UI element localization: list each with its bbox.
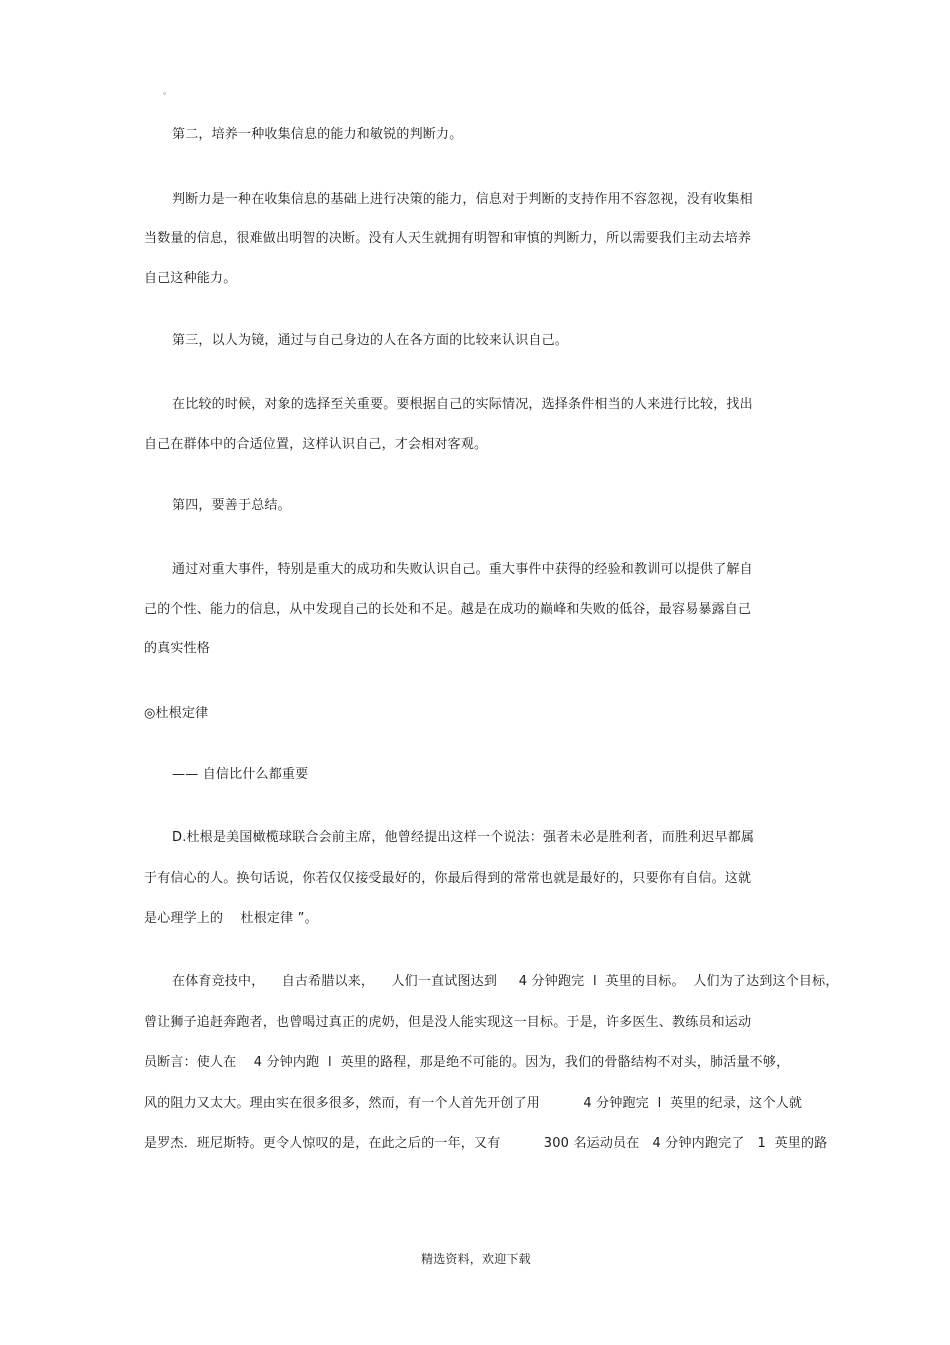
- section-subtitle: —— 自信比什么都重要: [172, 767, 309, 782]
- paragraph-line: 的真实性格: [144, 641, 211, 656]
- paragraph-line: 是心理学上的 杜根定律 ”。: [144, 911, 318, 926]
- section-title: ◎杜根定律: [144, 706, 209, 721]
- paragraph-line: 员断言：使人在 4 分钟内跑 l 英里的路程，那是绝不可能的。因为，我们的骨骼结构不对头，肺活量不够，: [144, 1055, 790, 1070]
- paragraph-line: 当数量的信息，很难做出明智的决断。没有人天生就拥有明智和审慎的判断力，所以需要我们主动去培养: [144, 231, 752, 246]
- top-mark: 。: [163, 87, 173, 97]
- paragraph-line: 曾让狮子追赶奔跑者，也曾喝过真正的虎奶，但是没人能实现这一目标。于是，许多医生、教练员和运动: [144, 1015, 752, 1030]
- paragraph-line: 于有信心的人。换句话说，你若仅仅接受最好的，你最后得到的常常也就是最好的，只要你有自信。这就: [144, 871, 752, 886]
- paragraph-line: 判断力是一种在收集信息的基础上进行决策的能力，信息对于判断的支持作用不容忽视，没有收集相: [172, 192, 753, 207]
- paragraph-line: D.杜根是美国橄榄球联合会前主席，他曾经提出这样一个说法：强者未必是胜利者，而胜利迟早都属: [172, 830, 755, 845]
- paragraph-heading-2: 第二，培养一种收集信息的能力和敏锐的判断力。: [172, 127, 463, 142]
- paragraph-line: 通过对重大事件，特别是重大的成功和失败认识自己。重大事件中获得的经验和教训可以提供了解自: [172, 562, 753, 577]
- paragraph-line: 是罗杰．班尼斯特。更令人惊叹的是，在此之后的一年，又有 300 名运动员在 4 分钟内跑完了 1 英里的路: [144, 1136, 828, 1151]
- paragraph-heading-4: 第四，要善于总结。: [172, 498, 291, 513]
- paragraph-line: 在比较的时候，对象的选择至关重要。要根据自己的实际情况，选择条件相当的人来进行比较，找出: [172, 397, 753, 412]
- paragraph-line: 己的个性、能力的信息，从中发现自己的长处和不足。越是在成功的巅峰和失败的低谷，最容易暴露自己: [144, 602, 752, 617]
- page-footer: 精选资料，欢迎下载: [421, 1252, 531, 1266]
- paragraph-line: 在体育竞技中， 自古希腊以来， 人们一直试图达到 4 分钟跑完 l 英里的目标。 人们为了达到这个目标，: [172, 974, 839, 989]
- paragraph-line: 自己这种能力。: [144, 271, 237, 286]
- paragraph-line: 风的阻力又太大。理由实在很多很多，然而，有一个人首先开创了用 4 分钟跑完 l 英里的纪录，这个人就: [144, 1096, 803, 1111]
- paragraph-heading-3: 第三，以人为镜，通过与自己身边的人在各方面的比较来认识自己。: [172, 333, 569, 348]
- paragraph-line: 自己在群体中的合适位置，这样认识自己，才会相对客观。: [144, 437, 488, 452]
